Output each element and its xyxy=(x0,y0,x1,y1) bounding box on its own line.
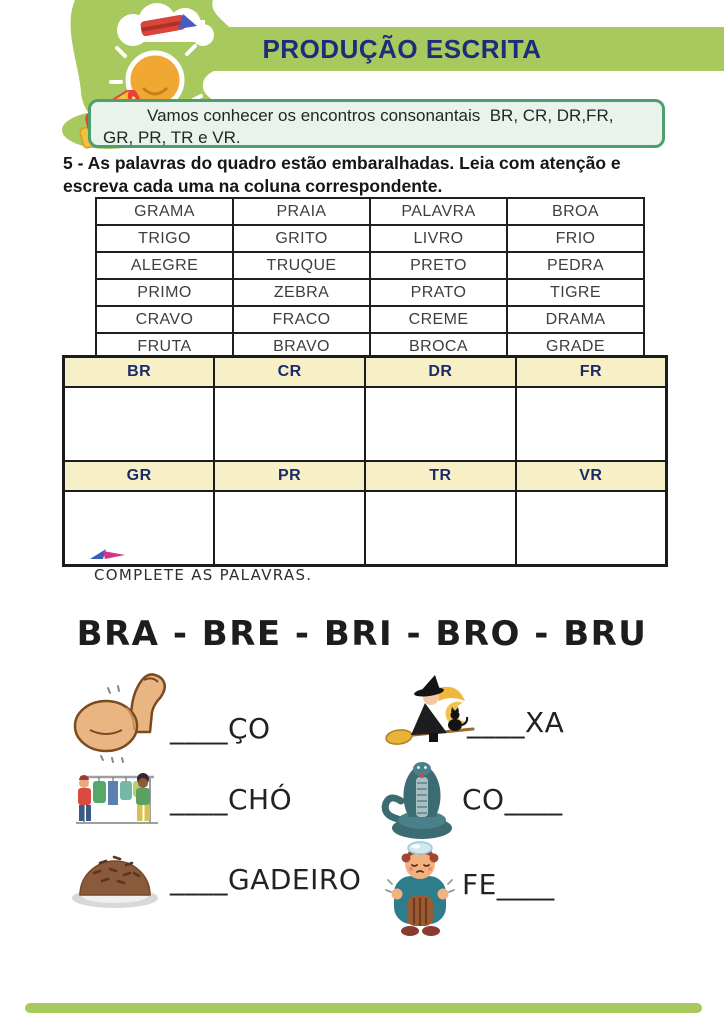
answer-brigadeiro: ____GADEIRO xyxy=(170,863,362,896)
word-cell: FRUTA xyxy=(96,333,233,360)
page-title: PRODUÇÃO ESCRITA xyxy=(262,33,542,64)
table-row xyxy=(96,306,644,333)
word-cell: GRAMA xyxy=(96,198,233,225)
word-table xyxy=(95,197,645,361)
answer-brecho: ____CHÓ xyxy=(170,783,293,816)
table-row xyxy=(96,225,644,252)
word-cell: LIVRO xyxy=(370,225,507,252)
intro-line1: Vamos conhecer os encontros consonantais BR, CR, DR,FR, xyxy=(147,106,614,125)
brigadeiro-icon xyxy=(66,843,164,911)
table-row xyxy=(96,198,644,225)
answer-bruxa: ____XA xyxy=(467,706,565,739)
word-cell: PRAIA xyxy=(233,198,370,225)
table-row xyxy=(96,252,644,279)
answer-blank-cell xyxy=(214,491,365,566)
word-cell: CREME xyxy=(370,306,507,333)
word-cell: DRAMA xyxy=(507,306,644,333)
answer-blank-cell xyxy=(365,491,516,566)
answer-blank-cell xyxy=(64,491,215,566)
answer-header-vr: VR xyxy=(516,461,667,491)
complete-section-title: COMPLETE AS PALAVRAS. xyxy=(94,566,313,584)
fever-child-icon xyxy=(380,840,460,940)
answer-blank-row xyxy=(64,491,667,566)
answer-blank-row xyxy=(64,387,667,461)
table-row xyxy=(96,279,644,306)
word-cell: ZEBRA xyxy=(233,279,370,306)
footer-bar xyxy=(25,1003,702,1013)
answer-header-cr: CR xyxy=(214,357,365,388)
answer-header-dr: DR xyxy=(365,357,516,388)
muscle-arm-icon xyxy=(68,668,172,766)
answer-febre: FE____ xyxy=(462,868,555,901)
word-cell: TIGRE xyxy=(507,279,644,306)
syllable-bank: BRA - BRE - BRI - BRO - BRU xyxy=(76,614,648,654)
word-cell: GRADE xyxy=(507,333,644,360)
answer-header-br: BR xyxy=(64,357,215,388)
answer-blank-cell xyxy=(516,387,667,461)
answer-blank-cell xyxy=(64,387,215,461)
word-cell: ALEGRE xyxy=(96,252,233,279)
answer-header-gr: GR xyxy=(64,461,215,491)
answer-braco: ____ÇO xyxy=(170,712,271,745)
word-cell: TRUQUE xyxy=(233,252,370,279)
answer-header-row xyxy=(64,357,667,388)
clothes-rack-icon xyxy=(70,763,164,831)
answer-table xyxy=(62,355,668,567)
intro-line2: GR, PR, TR e VR. xyxy=(103,128,241,148)
word-cell: BROA xyxy=(507,198,644,225)
answer-header-pr: PR xyxy=(214,461,365,491)
word-cell: PALAVRA xyxy=(370,198,507,225)
answer-header-fr: FR xyxy=(516,357,667,388)
word-cell: BROCA xyxy=(370,333,507,360)
cobra-icon xyxy=(380,757,458,841)
answer-header-tr: TR xyxy=(365,461,516,491)
answer-blank-cell xyxy=(365,387,516,461)
instruction-line1: 5 - As palavras do quadro estão embaralhadas. Leia com atenção e xyxy=(63,153,621,173)
word-cell: PEDRA xyxy=(507,252,644,279)
answer-cobra: CO____ xyxy=(462,783,563,816)
answer-blank-cell xyxy=(516,491,667,566)
word-cell: GRITO xyxy=(233,225,370,252)
exercise-instruction xyxy=(63,152,708,198)
answer-blank-cell xyxy=(214,387,365,461)
word-cell: BRAVO xyxy=(233,333,370,360)
word-cell: PRIMO xyxy=(96,279,233,306)
pencil-decoration-icon xyxy=(90,548,126,560)
word-cell: FRIO xyxy=(507,225,644,252)
instruction-line2: escreva cada uma na coluna correspondente. xyxy=(63,176,443,197)
word-cell: PRETO xyxy=(370,252,507,279)
word-cell: TRIGO xyxy=(96,225,233,252)
intro-bubble xyxy=(88,99,665,148)
word-cell: FRACO xyxy=(233,306,370,333)
answer-header-row xyxy=(64,461,667,491)
word-cell: CRAVO xyxy=(96,306,233,333)
word-cell: PRATO xyxy=(370,279,507,306)
